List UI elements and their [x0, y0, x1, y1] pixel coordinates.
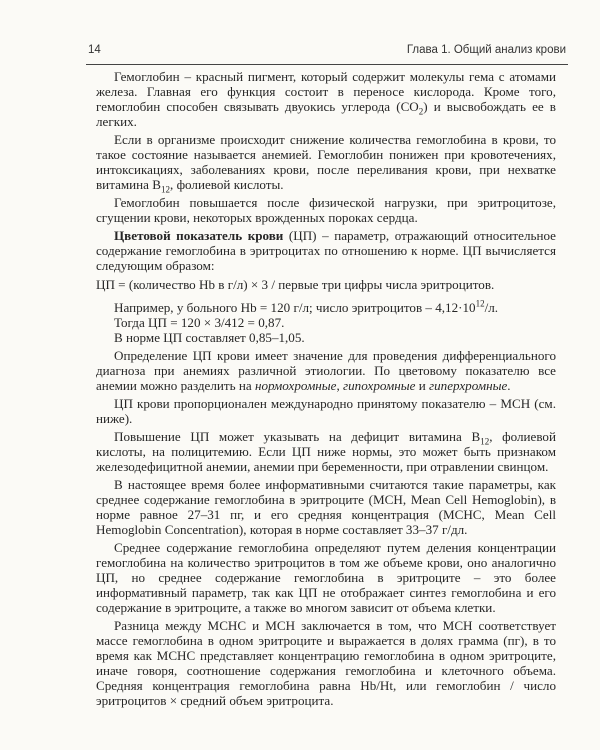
paragraph-example-result: Тогда ЦП = 120 × 3/412 = 0,87. [114, 315, 285, 330]
paragraph-hemoglobin-definition: Гемоглобин – красный пигмент, который содержит молекулы гема с атомами железа. Главная его функция состоит в переносе кислорода. Кроме того, гемоглобин способен связывать двуокись углерода $(CO_2)$ и высвобождать ее в легких. [96, 69, 556, 129]
page-body [96, 69, 556, 711]
paragraph-norm: В норме ЦП составляет 0,85–1,05. [114, 330, 305, 345]
paragraph-mch-relation: ЦП крови пропорционален международно принятому показателю – MCH (см. ниже). [96, 396, 556, 426]
paragraph-mch-calculation: Среднее содержание гемоглобина определяют путем деления концентрации гемоглобина на количество эритроцитов в том же объеме крови, оно аналогично ЦП, но среднее содержание гемоглобина в эритроците – это более информативный параметр, так как ЦП не отображает синтез гемоглобина и его содержание в эритроците, а также во многом зависит от объема клетки. [96, 540, 556, 615]
term-color-index: Цветовой показатель крови [114, 228, 284, 243]
paragraph-example: Например, у больного Hb = 120 г/л; число эритроцитов – $4,12\cdot 10^{12}/л$. [114, 298, 499, 315]
header-rule [86, 64, 568, 65]
paragraph-hemoglobin-increase: Гемоглобин повышается после физической нагрузки, при эритроцитозе, сгущении крови, некоторых врожденных пороках сердца. [96, 195, 556, 225]
paragraph-color-index-increase: Повышение ЦП может указывать на дефицит витамина $B_{12}$, фолиевой кислоты, на полицитемию. Если ЦП ниже нормы, это может быть признаком железодефицитной анемии, анемии при беременности, при отравлении свинцом. [96, 429, 556, 474]
paragraph-color-index: Цветовой показатель крови (ЦП) – параметр, отражающий относительное содержание гемоглобина в эритроцитах по отношению к норме. ЦП вычисляется следующим образом: [96, 228, 556, 273]
paragraph-mch-mchc: В настоящее время более информативными считаются такие параметры, как среднее содержание гемоглобина в эритроците (MCH, Mean Cell Hemoglobin), в норме равное 27–31 пг, и его средняя концентрация (MCHC, Mean Cell Hemoglobin Concentration), которая в норме составляет 33–37 г/дл. [96, 477, 556, 537]
paragraph-anemia: Если в организме происходит снижение количества гемоглобина в крови, то такое состояние называется анемией. Гемоглобин понижен при кровотечениях, интоксикациях, заболеваниях крови, после переливания крови, при нехватке витамина $B_{12}$, фолиевой кислоты. [96, 132, 556, 195]
paragraph-mchc-vs-mch: Разница между MCHC и MCH заключается в том, что MCH соответствует массе гемоглобина в одном эритроците и выражается в долях грамма (пг), в то время как MCHC представляет концентрацию гемоглобина в одном эритроците, иначе говоря, соотношение содержания гемоглобина и клеточного объема. Средняя концентрация гемоглобина равна Hb/Ht, или гемоглобин / число эритроцитов × средний объем эритроцита. [96, 618, 556, 708]
running-header [88, 44, 566, 56]
page-number: 14 [88, 44, 101, 56]
formula-color-index: ЦП = (количество Hb в г/л) × 3 / первые три цифры числа эритроцитов. [96, 277, 495, 292]
paragraph-differential-diagnosis: Определение ЦП крови имеет значение для проведения дифференциального диагноза при анемиях различной этиологии. По цветовому показателю все анемии можно разделить на нормохромные, гипохромные и гиперхромные. [96, 348, 556, 393]
chapter-title: Глава 1. Общий анализ крови [406, 44, 566, 56]
